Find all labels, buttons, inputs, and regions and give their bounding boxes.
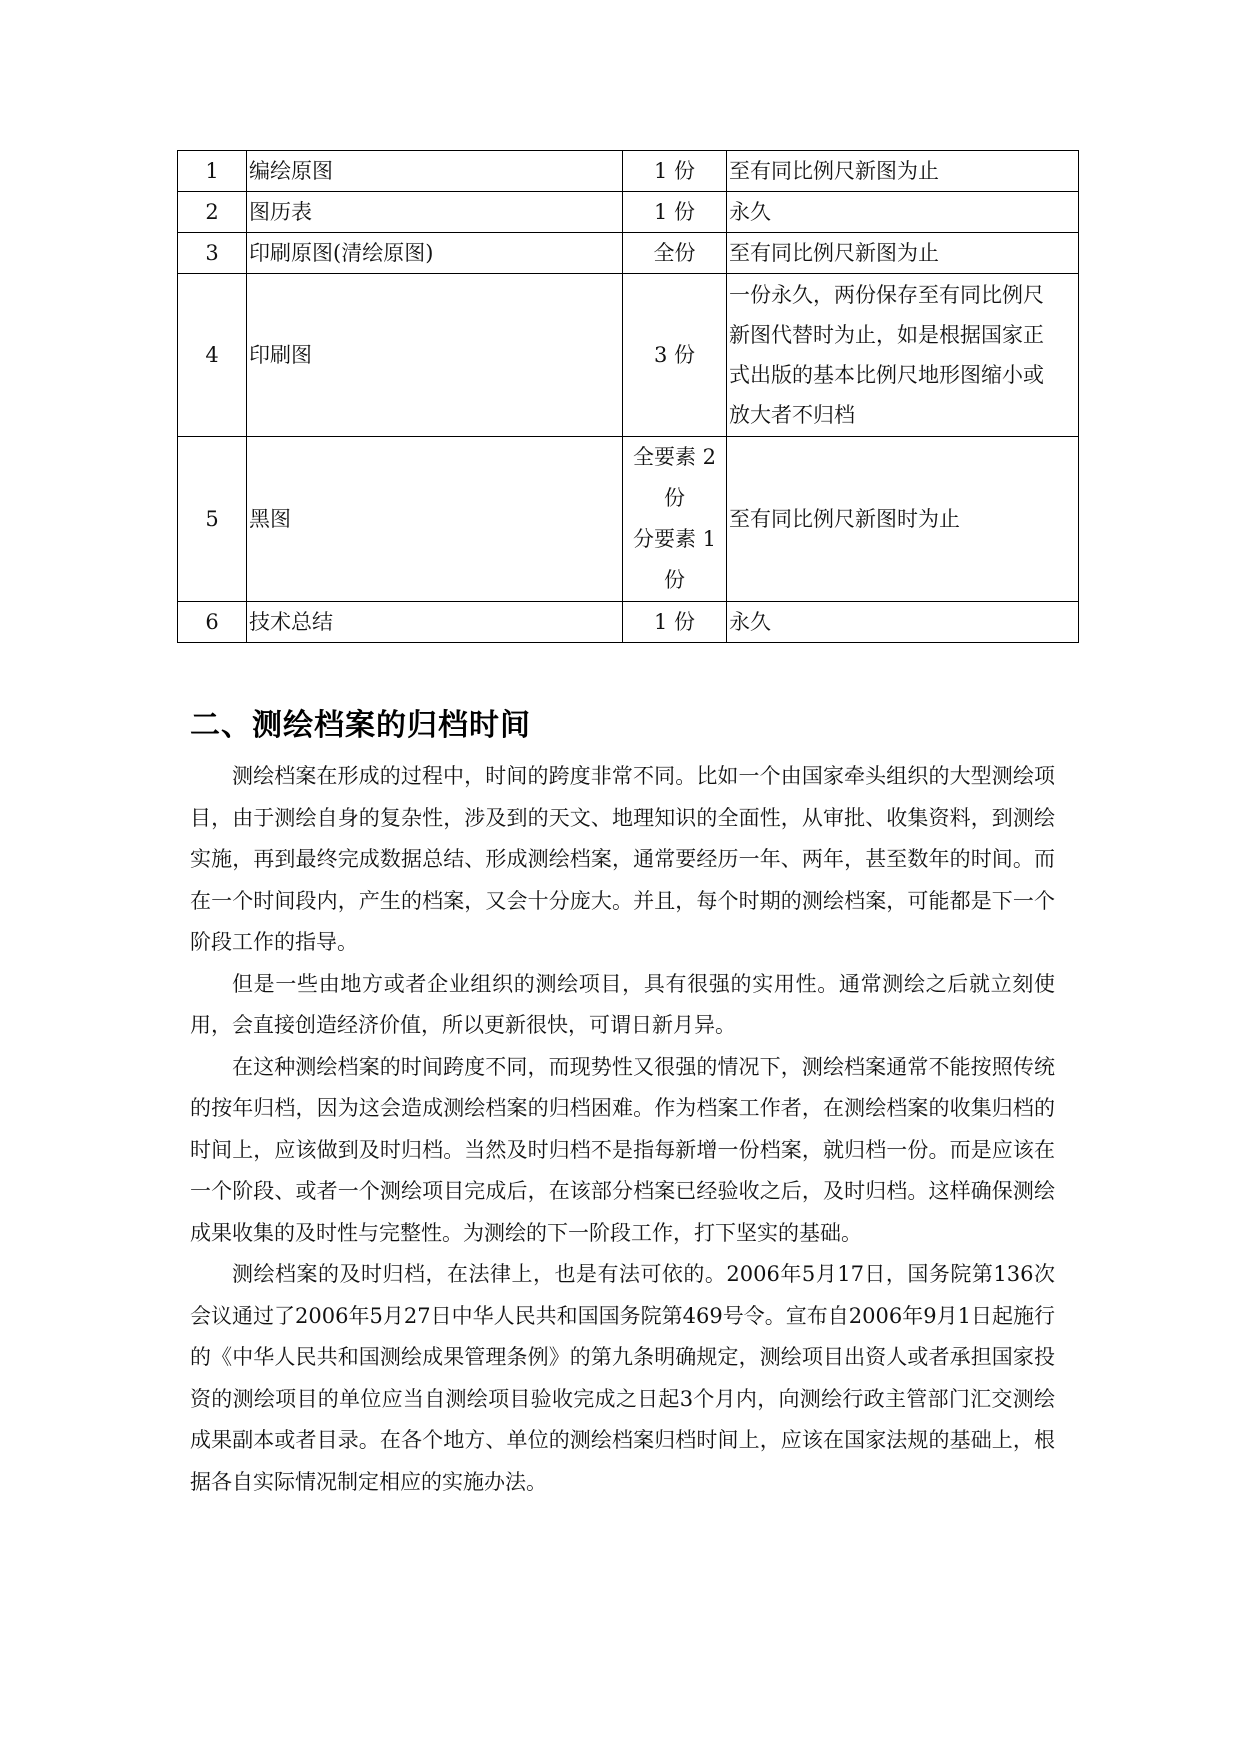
item-quantity-line: 份 xyxy=(664,568,685,592)
row-number: 3 xyxy=(178,233,247,274)
table-row xyxy=(178,437,1079,602)
table-row xyxy=(178,274,1079,437)
item-quantity-line: 分要素 1 xyxy=(632,527,717,551)
row-number: 5 xyxy=(178,437,247,602)
item-quantity-line: 全要素 2 xyxy=(632,445,717,469)
item-quantity: 1 份 xyxy=(623,602,727,643)
body-paragraph: 测绘档案的及时归档，在法律上，也是有法可依的。2006年5月17日，国务院第136次会议通过了2006年5月27日中华人民共和国国务院第469号令。宣布自2006年9月1日起施行的《中华人民共和国测绘成果管理条例》的第九条明确规定，测绘项目出资人或者承担国家投资的测绘项目的单位应当自测绘项目验收完成之日起3个月内，向测绘行政主管部门汇交测绘成果副本或者目录。在各个地方、单位的测绘档案归档时间上，应该在国家法规的基础上，根据各自实际情况制定相应的实施办法。 xyxy=(190,1262,1055,1494)
retention-term: 永久 xyxy=(727,192,1079,233)
retention-term-line: 一份永久，两份保存至有同比例尺 xyxy=(729,283,1044,307)
section-body xyxy=(190,756,1055,1503)
item-name: 印刷图 xyxy=(247,274,623,437)
item-name: 印刷原图(清绘原图) xyxy=(247,233,623,274)
retention-term-line: 放大者不归档 xyxy=(729,403,855,427)
section-heading: 二、测绘档案的归档时间 xyxy=(190,708,531,743)
table-row xyxy=(178,602,1079,643)
item-name: 图历表 xyxy=(247,192,623,233)
row-number: 1 xyxy=(178,151,247,192)
retention-term: 永久 xyxy=(727,602,1079,643)
item-quantity: 3 份 xyxy=(623,274,727,437)
item-quantity-line: 份 xyxy=(664,486,685,510)
retention-term-line: 式出版的基本比例尺地形图缩小或 xyxy=(729,363,1044,387)
retention-term: 至有同比例尺新图为止 xyxy=(727,233,1079,274)
table-row xyxy=(178,192,1079,233)
table-row xyxy=(178,151,1079,192)
row-number: 4 xyxy=(178,274,247,437)
row-number: 2 xyxy=(178,192,247,233)
row-number: 6 xyxy=(178,602,247,643)
item-quantity xyxy=(623,437,727,602)
table-row xyxy=(178,233,1079,274)
item-name: 黑图 xyxy=(247,437,623,602)
item-name: 编绘原图 xyxy=(247,151,623,192)
item-quantity: 1 份 xyxy=(623,192,727,233)
body-paragraph: 测绘档案在形成的过程中，时间的跨度非常不同。比如一个由国家牵头组织的大型测绘项目，由于测绘自身的复杂性，涉及到的天文、地理知识的全面性，从审批、收集资料，到测绘实施，再到最终完成数据总结、形成测绘档案，通常要经历一年、两年，甚至数年的时间。而在一个时间段内，产生的档案，又会十分庞大。并且，每个时期的测绘档案，可能都是下一个阶段工作的指导。 xyxy=(190,764,1055,954)
item-quantity: 全份 xyxy=(623,233,727,274)
retention-term: 至有同比例尺新图时为止 xyxy=(727,437,1079,602)
body-paragraph: 但是一些由地方或者企业组织的测绘项目，具有很强的实用性。通常测绘之后就立刻使用，会直接创造经济价值，所以更新很快，可谓日新月异。 xyxy=(190,971,1055,1037)
body-paragraph: 在这种测绘档案的时间跨度不同，而现势性又很强的情况下，测绘档案通常不能按照传统的按年归档，因为这会造成测绘档案的归档困难。作为档案工作者，在测绘档案的收集归档的时间上，应该做到及时归档。当然及时归档不是指每新增一份档案，就归档一份。而是应该在一个阶段、或者一个测绘项目完成后，在该部分档案已经验收之后，及时归档。这样确保测绘成果收集的及时性与完整性。为测绘的下一阶段工作，打下坚实的基础。 xyxy=(190,1054,1055,1245)
item-quantity: 1 份 xyxy=(623,151,727,192)
archive-retention-table xyxy=(177,150,1079,643)
item-name: 技术总结 xyxy=(247,602,623,643)
retention-term xyxy=(727,274,1079,437)
retention-term-line: 新图代替时为止，如是根据国家正 xyxy=(729,323,1044,347)
retention-term: 至有同比例尺新图为止 xyxy=(727,151,1079,192)
